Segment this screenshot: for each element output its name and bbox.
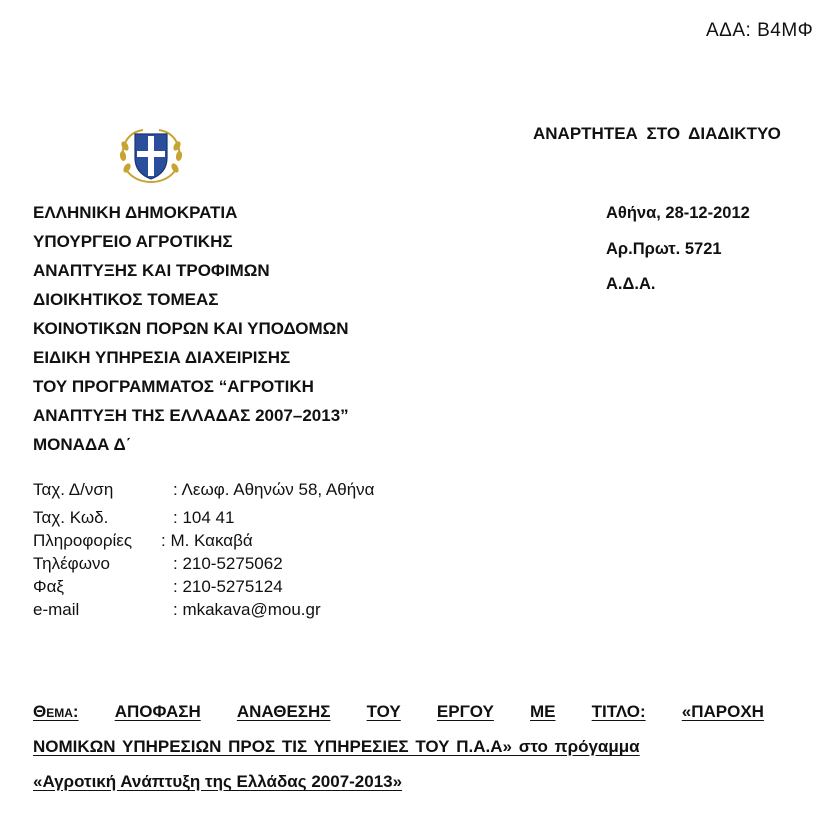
- protocol-number: Αρ.Πρωτ. 5721: [606, 239, 722, 258]
- subject-word: ΕΡΓΟΥ: [436, 702, 494, 721]
- subject-line-3: [33, 764, 764, 799]
- subject-word: «ΠΑΡΟΧΗ: [681, 702, 764, 721]
- subject-block: [33, 694, 764, 799]
- authority-line: ΤΟΥ ΠΡΟΓΡΑΜΜΑΤΟΣ “ΑΓΡΟΤΙΚΗ: [33, 377, 314, 396]
- ada-reference: ΑΔΑ: Β4ΜΦ: [706, 20, 814, 41]
- subject-text: «Αγροτική Ανάπτυξη της Ελλάδας 2007-2013»: [33, 772, 403, 791]
- authority-line: ΑΝΑΠΤΥΞΗΣ ΚΑΙ ΤΡΟΦΙΜΩΝ: [33, 261, 270, 280]
- subject-word: Θεμα:: [33, 702, 79, 721]
- subject-word: ΤΙΤΛΟ:: [591, 702, 646, 721]
- ada-label: Α.Δ.Α.: [606, 275, 656, 293]
- contact-label: e-mail: [33, 600, 80, 619]
- document-info: [606, 196, 750, 303]
- contact-value: : 210-5275124: [173, 577, 283, 596]
- issuing-authority: [33, 198, 349, 459]
- greek-coat-of-arms-emblem: [117, 124, 185, 184]
- contact-value: : mkakava@mou.gr: [173, 600, 321, 619]
- contact-label: Τηλέφωνο: [33, 554, 110, 573]
- subject-word: ΤΟΥ: [366, 702, 401, 721]
- authority-line: ΑΝΑΠΤΥΞΗ ΤΗΣ ΕΛΛΑΔΑΣ 2007–2013”: [33, 406, 349, 425]
- subject-word: ΜΕ: [530, 702, 556, 721]
- authority-line: ΥΠΟΥΡΓΕΙΟ ΑΓΡΟΤΙΚΗΣ: [33, 232, 233, 251]
- contact-value: : 104 41: [173, 508, 235, 527]
- contact-value: : Λεωφ. Αθηνών 58, Αθήνα: [173, 480, 375, 499]
- contact-label: Ταχ. Δ/νση: [33, 480, 114, 499]
- authority-line: ΕΛΛΗΝΙΚΗ ΔΗΜΟΚΡΑΤΙΑ: [33, 203, 238, 222]
- authority-line: ΕΙΔΙΚΗ ΥΠΗΡΕΣΙΑ ΔΙΑΧΕΙΡΙΣΗΣ: [33, 348, 291, 367]
- posting-notice: ΑΝΑΡΤΗΤΕΑ ΣΤΟ ΔΙΑΔΙΚΤΥΟ: [533, 124, 781, 143]
- place-date: Αθήνα, 28-12-2012: [606, 204, 750, 222]
- authority-line: ΚΟΙΝΟΤΙΚΩΝ ΠΟΡΩΝ ΚΑΙ ΥΠΟΔΟΜΩΝ: [33, 319, 349, 338]
- subject-word: ΑΝΑΘΕΣΗΣ: [236, 702, 331, 721]
- contact-label: Πληροφορίες: [33, 531, 133, 550]
- contact-value: : Μ. Κακαβά: [161, 531, 253, 550]
- contact-label: Ταχ. Κωδ.: [33, 508, 109, 527]
- subject-line-1: [33, 694, 764, 729]
- contact-label: Φαξ: [33, 577, 65, 596]
- subject-line-2: [33, 729, 764, 764]
- subject-word: ΑΠΟΦΑΣΗ: [114, 702, 201, 721]
- contact-value: : 210-5275062: [173, 554, 283, 573]
- subject-text: ΝΟΜΙΚΩΝ ΥΠΗΡΕΣΙΩΝ ΠΡΟΣ ΤΙΣ ΥΠΗΡΕΣΙΕΣ ΤΟΥ Π.Α.Α» στο πρόγαμμα: [33, 737, 640, 756]
- authority-line: ΜΟΝΑΔΑ Δ΄: [33, 435, 132, 454]
- authority-line: ΔΙΟΙΚΗΤΙΚΟΣ ΤΟΜΕΑΣ: [33, 290, 219, 309]
